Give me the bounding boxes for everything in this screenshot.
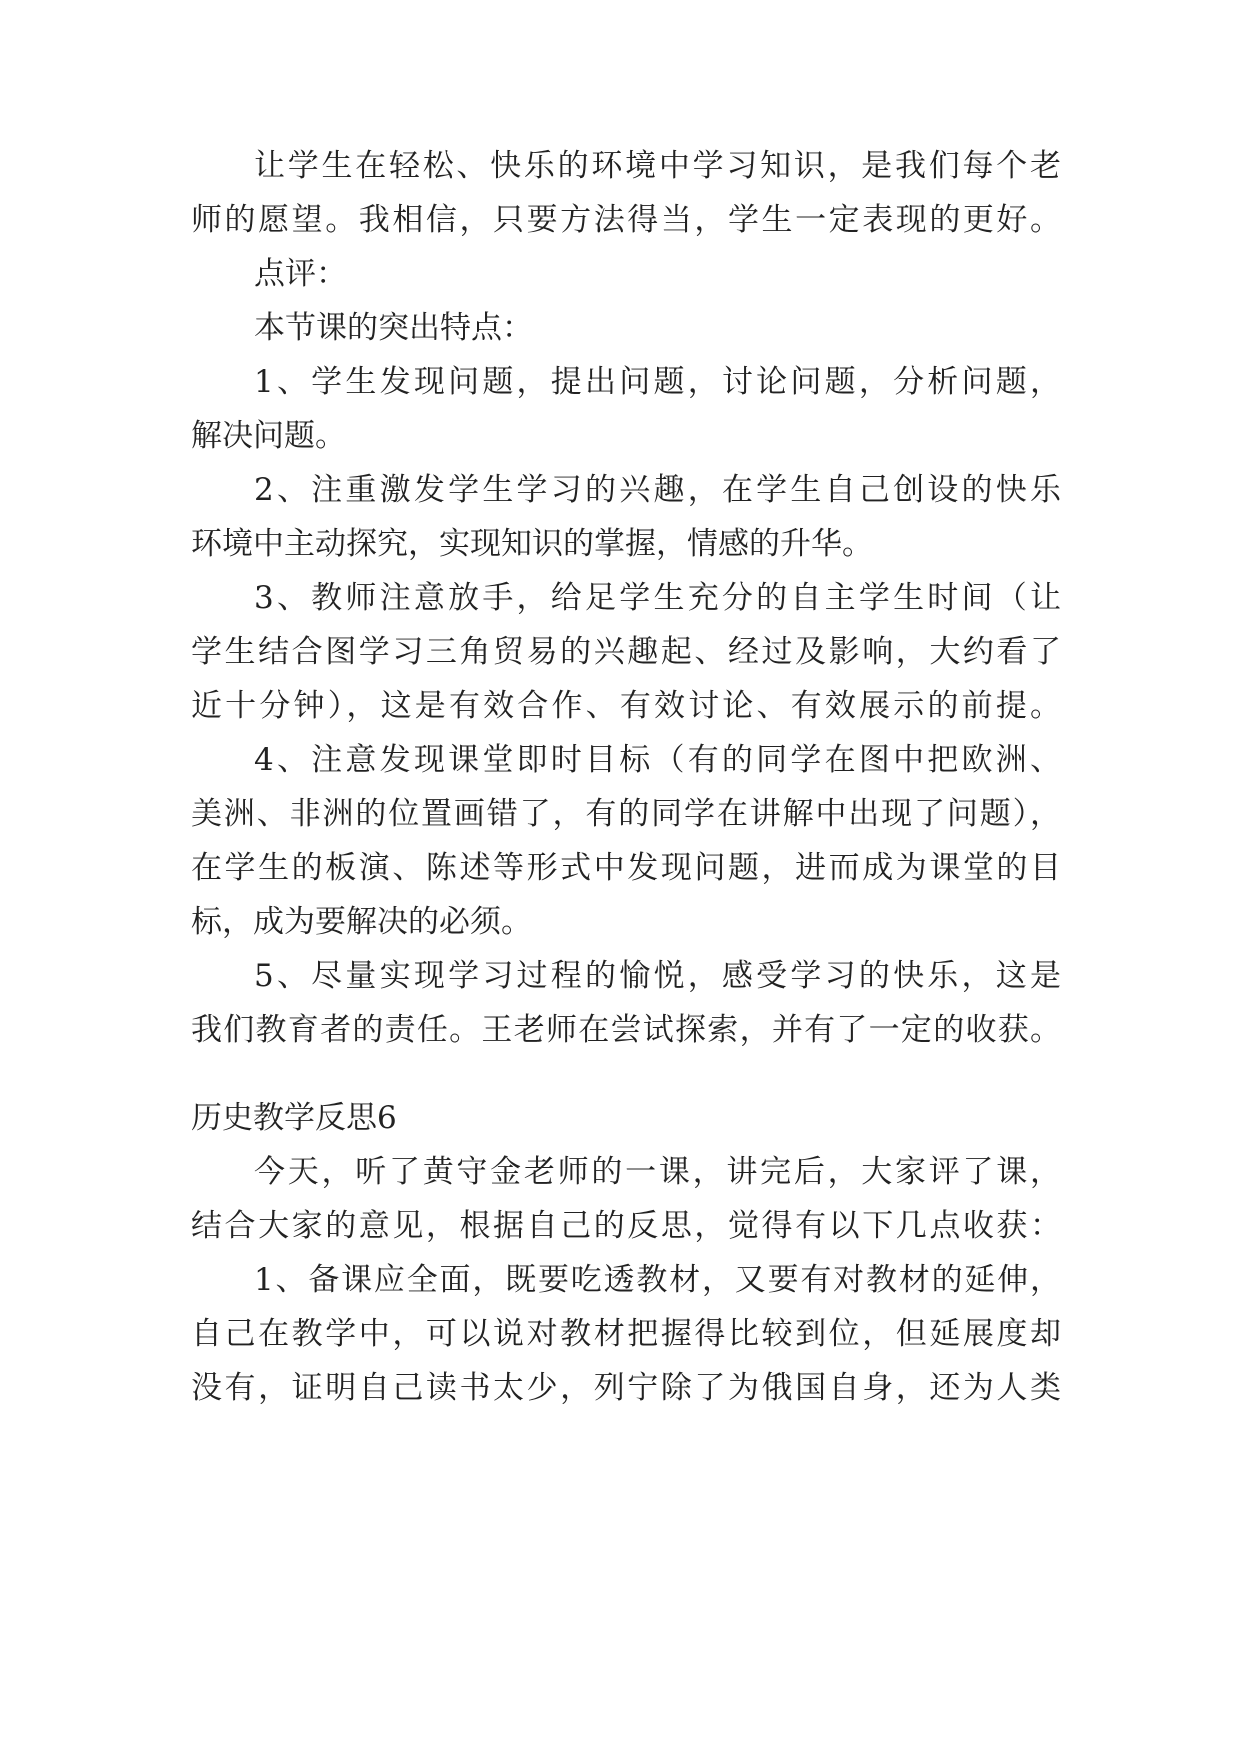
section-heading: 历史教学反思6: [191, 1100, 397, 1136]
list-item-line: 1、备课应全面，既要吃透教材，又要有对教材的延伸，: [254, 1262, 1061, 1298]
list-item-line: 4、注意发现课堂即时目标（有的同学在图中把欧洲、: [254, 742, 1061, 778]
list-item-line: 自己在教学中，可以说对教材把握得比较到位，但延展度却: [191, 1316, 1061, 1352]
list-item-line: 学生结合图学习三角贸易的兴趣起、经过及影响，大约看了: [191, 634, 1061, 670]
paragraph-line: 师的愿望。我相信，只要方法得当，学生一定表现的更好。: [191, 202, 1061, 238]
list-item-line: 在学生的板演、陈述等形式中发现问题，进而成为课堂的目: [191, 850, 1061, 886]
list-item-line: 标，成为要解决的必须。: [191, 904, 532, 940]
paragraph-line: 结合大家的意见，根据自己的反思，觉得有以下几点收获：: [191, 1208, 1061, 1244]
list-item-line: 美洲、非洲的位置画错了，有的同学在讲解中出现了问题），: [191, 796, 1061, 832]
list-item-line: 我们教育者的责任。王老师在尝试探索，并有了一定的收获。: [191, 1012, 1061, 1048]
list-item-line: 5、尽量实现学习过程的愉悦，感受学习的快乐，这是: [254, 958, 1061, 994]
list-item-line: 1、学生发现问题，提出问题，讨论问题，分析问题，: [254, 364, 1061, 400]
list-item-line: 2、注重激发学生学习的兴趣，在学生自己创设的快乐: [254, 472, 1061, 508]
paragraph-line: 让学生在轻松、快乐的环境中学习知识，是我们每个老: [254, 148, 1061, 184]
paragraph-line: 今天，听了黄守金老师的一课，讲完后，大家评了课，: [254, 1154, 1061, 1190]
list-item-line: 近十分钟），这是有效合作、有效讨论、有效展示的前提。: [191, 688, 1061, 724]
list-item-line: 3、教师注意放手，给足学生充分的自主学生时间（让: [254, 580, 1061, 616]
list-item-line: 解决问题。: [191, 418, 346, 454]
list-item-line: 环境中主动探究，实现知识的掌握，情感的升华。: [191, 526, 873, 562]
section-label: 点评：: [254, 256, 347, 292]
section-label: 本节课的突出特点：: [254, 310, 533, 346]
list-item-line: 没有，证明自己读书太少，列宁除了为俄国自身，还为人类: [191, 1370, 1061, 1406]
